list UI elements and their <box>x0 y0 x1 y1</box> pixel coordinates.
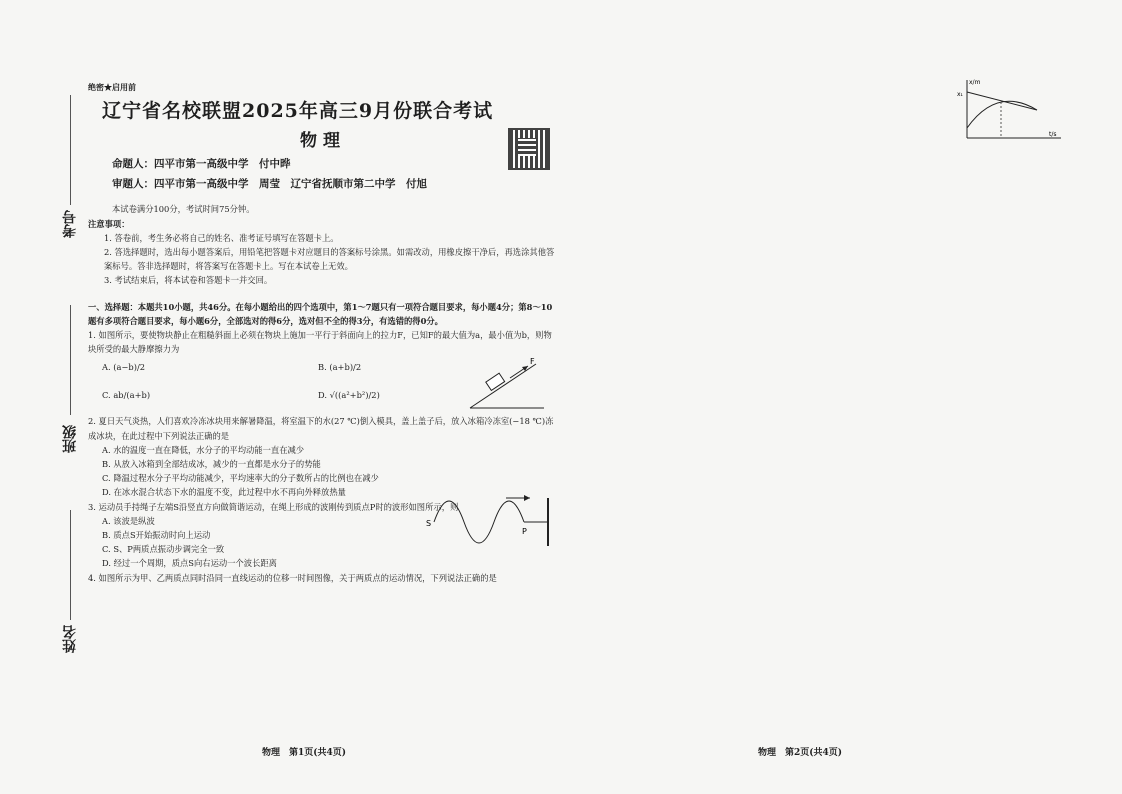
q3-fig-label-p: P <box>522 526 527 536</box>
q4-fig-label-t: t/s <box>1049 131 1057 138</box>
subject-title: 物理 <box>300 131 346 152</box>
section-heading: 一、选择题：本题共10小题，共46分。在每小题给出的四个选项中，第1～7题只有一项符合题目要求，每小题4分；第8～10题有多项符合题目要求，每小题6分，全部选对的得6分，选对但不全的得3分，有选错的得0分。 <box>88 301 553 326</box>
q3-option-c: C. S、P两质点振动步调完全一致 <box>102 544 225 555</box>
q3-option-d: D. 经过一个周期，质点S向右运动一个波长距离 <box>102 558 277 569</box>
q4-fig-label-x: x/m <box>969 79 981 86</box>
confidential-mark: 绝密★启用前 <box>88 82 136 92</box>
q4-fig-label-x1: x₁ <box>957 91 963 98</box>
q3-fig-label-s: S <box>426 518 432 528</box>
q1-option-d: D. √((a²+b²)/2) <box>318 390 380 401</box>
q2-option-b: B. 从放入冰箱到全部结成冰，减少的一直都是水分子的势能 <box>102 459 321 470</box>
question-1-options <box>88 356 558 414</box>
question-3-stem: 3. 运动员手持绳子左端S沿竖直方向做简谐运动，在绳上形成的波刚传到质点P时的波形如图所示，则 <box>88 501 459 512</box>
wave-figure <box>426 492 556 552</box>
q3-option-a: A. 该波是纵波 <box>102 515 155 526</box>
incline-figure <box>466 350 546 412</box>
q1-fig-label-f: F <box>530 357 535 367</box>
notice-1: 1. 答卷前，考生务必将自己的姓名、准考证号填写在答题卡上。 <box>104 232 339 243</box>
side-label-class: 班级 <box>62 425 78 453</box>
q2-option-c: C. 降温过程水分子平均动能减少，平均速率大的分子数所占的比例也在减少 <box>102 473 379 484</box>
q3-option-b: B. 质点S开始振动时向上运动 <box>102 530 211 541</box>
side-line <box>70 510 71 620</box>
reviewer-line: 审题人：四平市第一高级中学 周莹 辽宁省抚顺市第二中学 付旭 <box>112 178 427 191</box>
score-info: 本试卷满分100分，考试时间75分钟。 <box>112 204 255 215</box>
q2-option-d: D. 在冰水混合状态下水的温度不变，此过程中水不再向外释放热量 <box>102 487 346 498</box>
q1-option-b: B. (a+b)/2 <box>318 362 362 373</box>
page-1-content <box>88 80 558 585</box>
side-label-exam-number: 考号 <box>62 210 78 238</box>
side-line <box>70 95 71 205</box>
notice-3: 3. 考试结束后，将本试卷和答题卡一并交回。 <box>104 275 273 286</box>
question-2-stem: 2. 夏日天气炎热，人们喜欢冷冻冰块用来解暑降温，将室温下的水(27 ℃)倒入模具，盖上盖子后，放入冰箱冷冻室(−18 ℃)冻成冰块，在此过程中下列说法正确的是 <box>88 416 554 441</box>
question-1-stem: 1. 如图所示，要使物块静止在粗糙斜面上必须在物块上施加一平行于斜面向上的拉力F，已知F的最大值为a，最小值为b，则物块所受的最大静摩擦力为 <box>88 330 552 355</box>
page-1-footer: 物理 第1页(共4页) <box>262 748 347 758</box>
q1-option-c: C. ab/(a+b) <box>102 390 151 401</box>
q4-xt-graph <box>957 76 1067 144</box>
q1-option-a: A. (a−b)/2 <box>102 362 146 373</box>
side-line <box>70 305 71 415</box>
question-3-options <box>88 514 558 571</box>
side-label-name: 姓名 <box>62 625 78 653</box>
page-2-footer: 物理 第2页(共4页) <box>758 748 843 758</box>
question-4-stem: 4. 如图所示为甲、乙两质点同时沿同一直线运动的位移一时间图像，关于两质点的运动情况，下列说法正确的是 <box>88 572 497 583</box>
exam-title: 辽宁省名校联盟2025年高三9月份联合考试 <box>102 100 494 123</box>
notice-heading: 注意事项： <box>88 218 130 229</box>
notice-2: 2. 答选择题时，选出每小题答案后，用铅笔把答题卡对应题目的答案标号涂黑。如需改动，用橡皮擦干净后，再选涂其他答案标号。答非选择题时，将答案写在答题卡上。写在本试卷上无效。 <box>104 247 555 272</box>
setter-line: 命题人：四平市第一高级中学 付中晔 <box>112 158 291 171</box>
q2-option-a: A. 水的温度一直在降低，水分子的平均动能一直在减少 <box>102 444 305 455</box>
page-2 <box>572 0 1122 794</box>
